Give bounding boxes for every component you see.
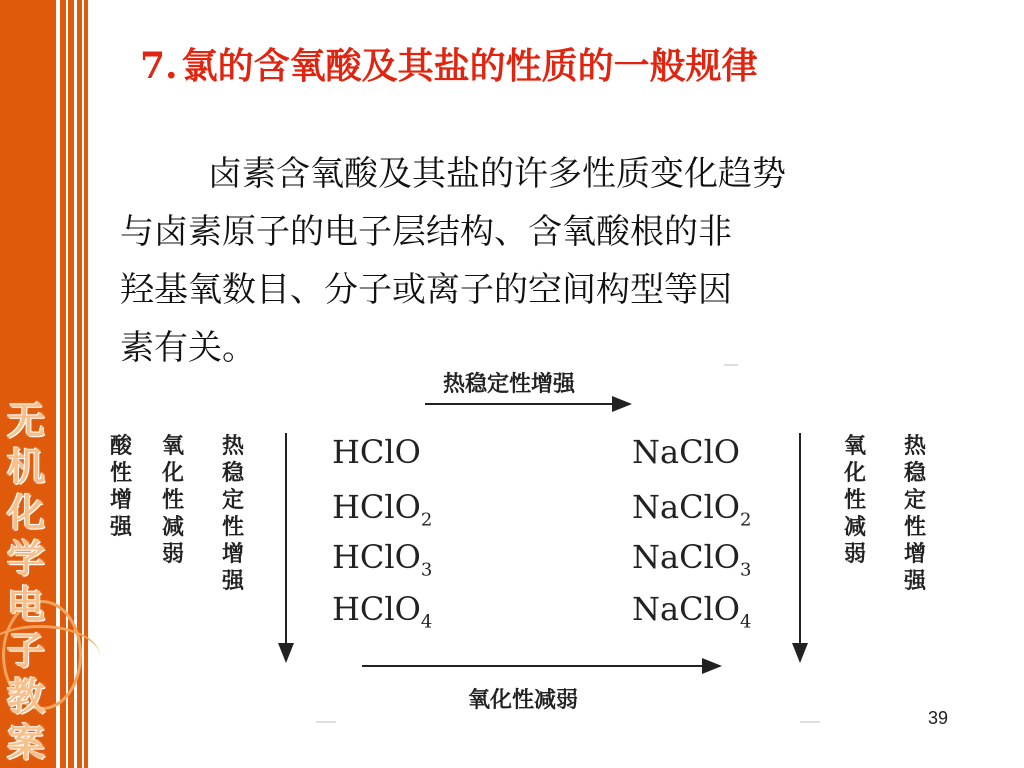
sidebar-band xyxy=(0,0,88,768)
acid-formula: HClO$_2$ xyxy=(332,488,433,531)
sidebar-title-char: 电 xyxy=(6,583,45,627)
left-label-oxidizing: 氧化性减弱 xyxy=(161,434,184,567)
paragraph-line: 素有关。 xyxy=(120,328,256,368)
sidebar-title-char: 子 xyxy=(6,629,45,673)
page-number: 39 xyxy=(928,708,949,728)
body-paragraph xyxy=(120,145,985,377)
bottom-label: 氧化性减弱 xyxy=(468,688,579,713)
sidebar-title-char: 化 xyxy=(6,491,45,535)
page-title xyxy=(140,38,758,89)
sidebar-title-char: 机 xyxy=(6,445,45,489)
paragraph-line: 卤素含氧酸及其盐的许多性质变化趋势 xyxy=(208,154,786,194)
acid-formula: HClO xyxy=(332,433,421,471)
sidebar-title-char: 教 xyxy=(6,675,45,719)
salt-formula: NaClO$_3$ xyxy=(632,538,752,581)
trend-figure xyxy=(100,355,960,727)
left-label-stability: 热稳定性增强 xyxy=(221,434,244,594)
acid-formula: HClO$_4$ xyxy=(332,590,433,633)
salt-formula: NaClO xyxy=(632,433,741,471)
sidebar-title xyxy=(0,398,52,766)
sidebar-title-char: 学 xyxy=(6,537,45,581)
right-label-stability: 热稳定性增强 xyxy=(903,434,926,594)
title-number: 7. xyxy=(140,45,178,87)
sidebar-title-char: 案 xyxy=(6,721,45,765)
paragraph-line: 羟基氧数目、分子或离子的空间构型等因 xyxy=(120,270,732,310)
top-label: 热稳定性增强 xyxy=(443,372,576,397)
title-text: 氯的含氧酸及其盐的性质的一般规律 xyxy=(181,45,758,87)
sidebar-title-char: 无 xyxy=(6,399,45,443)
salt-formula: NaClO$_2$ xyxy=(632,488,752,531)
paragraph-line: 与卤素原子的电子层结构、含氧酸根的非 xyxy=(120,212,732,252)
acid-formula: HClO$_3$ xyxy=(332,538,433,581)
right-label-oxidizing: 氧化性减弱 xyxy=(843,434,866,567)
left-label-acidity: 酸性增强 xyxy=(109,434,132,540)
salt-formula: NaClO$_4$ xyxy=(632,590,752,633)
